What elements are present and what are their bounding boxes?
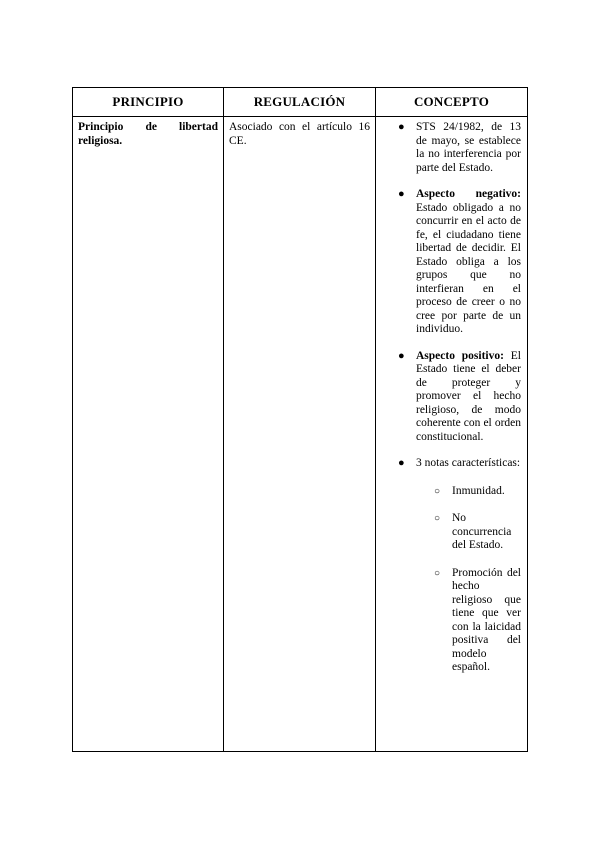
circle-bullet-icon: ○ (434, 485, 441, 497)
list-item (398, 188, 521, 337)
subitem-no-concurrencia: No concurrencia del Estado. (452, 512, 512, 551)
header-concepto: CONCEPTO (376, 88, 528, 117)
list-item (434, 566, 521, 675)
subitem-inmunidad: Inmunidad. (452, 484, 505, 497)
aspecto-negativo-label: Aspecto negativo: (416, 188, 521, 200)
concepto-list (376, 121, 521, 675)
aspecto-negativo-text: Estado obligado a no concurrir en el acto de fe, el ciudadano tiene libertad de decidir. El Estado obliga a los grupos que no interfieran en el proceso de creer o no cree por parte de un individuo. (416, 201, 521, 335)
table-header-row (73, 88, 528, 117)
cell-concepto (376, 117, 528, 752)
bullet-icon: ● (398, 457, 405, 469)
header-principio: PRINCIPIO (73, 88, 224, 117)
aspecto-positivo-text: El Estado tiene el deber de proteger y promover el hecho religioso, de modo coherente con el orden constitucional. (416, 349, 521, 443)
notas-sublist (416, 485, 521, 675)
bullet-icon: ● (398, 349, 405, 362)
list-item (434, 484, 521, 499)
subitem-promocion: Promoción del hecho religioso que tiene que ver con la laicidad positiva del modelo español. (452, 566, 521, 673)
regulacion-text: Asociado con el artículo 16 CE. (229, 121, 370, 147)
principio-text: Principio de libertad religiosa. (78, 121, 218, 147)
concepto-item-1: STS 24/1982, de 13 de mayo, se establece la no interferencia por parte del Estado. (416, 121, 521, 174)
list-item (398, 121, 521, 175)
circle-bullet-icon: ○ (434, 567, 441, 579)
bullet-icon: ● (398, 188, 405, 200)
circle-bullet-icon: ○ (434, 513, 441, 524)
list-item (398, 349, 521, 445)
notas-caracteristicas: 3 notas características: (416, 457, 521, 469)
principles-table (72, 87, 528, 752)
aspecto-positivo-label: Aspecto positivo: (416, 349, 504, 362)
header-regulacion: REGULACIÓN (224, 88, 376, 117)
cell-regulacion (224, 117, 376, 752)
list-item (434, 512, 521, 553)
list-item (398, 457, 521, 675)
bullet-icon: ● (398, 121, 405, 133)
table-row (73, 117, 528, 752)
cell-principio (73, 117, 224, 752)
